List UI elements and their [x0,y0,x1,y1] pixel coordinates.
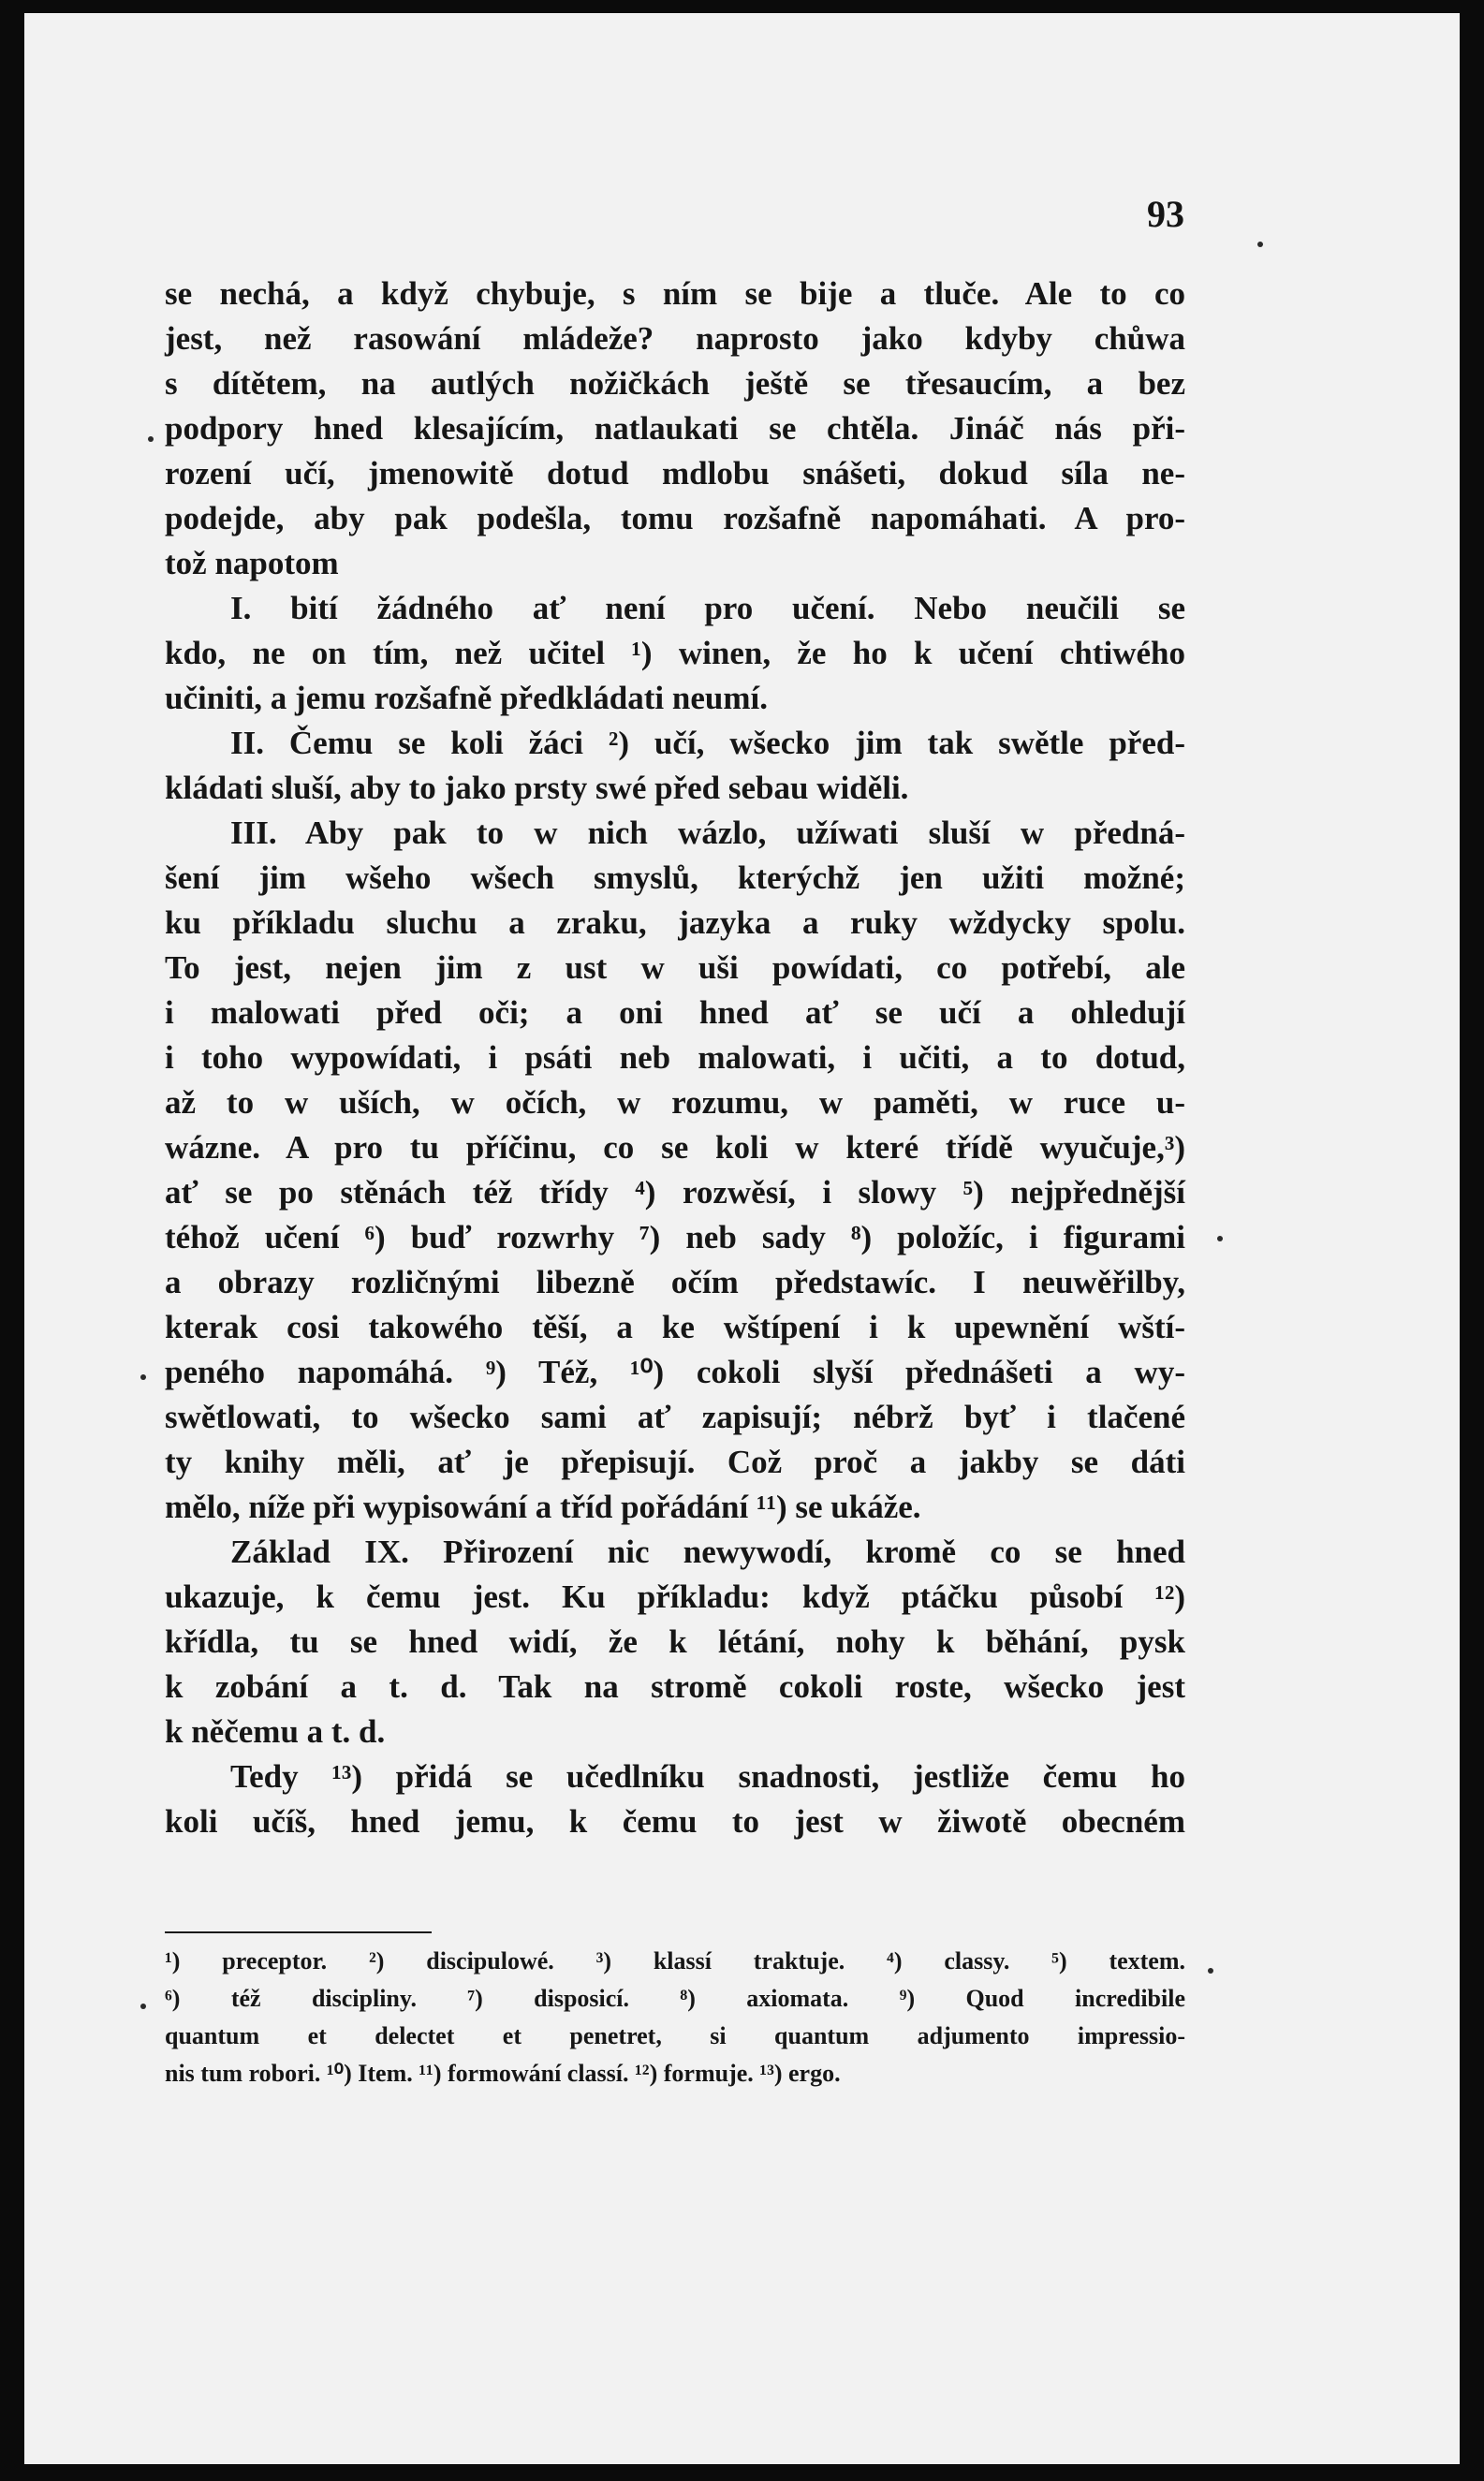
footnote-line: ⁶) též discipliny. ⁷) disposicí. ⁸) axiomata. ⁹) Quod incredibile [165,1985,1185,2012]
scan-speck [1208,1968,1213,1974]
text-line: mělo, níže při wypisowání a tříd pořádání ¹¹) se ukáže. [165,1489,921,1525]
footnote-line: nis tum robori. ¹⁰) Item. ¹¹) formowání classí. ¹²) formuje. ¹³) ergo. [165,2060,841,2087]
scan-speck [1217,1236,1223,1241]
text-line: tož napotom [165,545,339,581]
text-line: III. Aby pak to w nich wázlo, užíwati sluší w předná- [230,815,1185,851]
text-line: kterak cosi takowého těší, a ke wštípení i k upewnění wští- [165,1309,1185,1345]
text-line: učiniti, a jemu rozšafně předkládati neumí. [165,680,768,716]
footnote-rule [165,1931,432,1933]
text-line: a obrazy rozličnými libezně očím předstawíc. I neuwěřilby, [165,1264,1185,1300]
text-line: swětlowati, to wšecko sami ať zapisují; nébrž byť i tlačené [165,1399,1185,1435]
text-line: I. bití žádného ať není pro učení. Nebo neučili se [230,590,1185,626]
text-line: až to w uších, w očích, w rozumu, w paměti, w ruce u- [165,1084,1185,1121]
text-line: rození učí, jmenowitě dotud mdlobu snášeti, dokud síla ne- [165,455,1185,492]
text-line: To jest, nejen jim z ust w uši powídati, co potřebí, ale [165,949,1185,986]
text-line: k něčemu a t. d. [165,1713,386,1750]
text-line: s dítětem, na autlých nožičkách ještě se třesaucím, a bez [165,365,1185,402]
scan-speck [1257,242,1263,247]
text-line: šení jim wšeho wšech smyslů, kterýchž jen užiti možné; [165,859,1185,896]
text-line: koli učíš, hned jemu, k čemu to jest w žiwotě obecném [165,1803,1185,1840]
text-line: i malowati před oči; a oni hned ať se učí a ohledují [165,994,1185,1031]
text-line: kdo, ne on tím, než učitel ¹) winen, že ho k učení chtiwého [165,635,1185,671]
text-line: k zobání a t. d. Tak na stromě cokoli roste, wšecko jest [165,1668,1185,1705]
footnotes [165,1943,1185,2092]
text-line: ať se po stěnách též třídy ⁴) rozwěsí, i slowy ⁵) nejpřednější [165,1174,1185,1211]
text-line: II. Čemu se koli žáci ²) učí, wšecko jim tak swětle před- [230,725,1185,761]
text-line: téhož učení ⁶) buď rozwrhy ⁷) neb sady ⁸) položíc, i figurami [165,1219,1185,1255]
footnote-line: quantum et delectet et penetret, si quantum adjumento impressio- [165,2022,1185,2049]
text-line: ty knihy měli, ať je přepisují. Což proč a jakby se dáti [165,1444,1185,1480]
page-number: 93 [1147,193,1184,235]
scan-speck [140,2004,146,2009]
scan-speck [148,436,154,442]
text-line: i toho wypowídati, i psáti neb malowati, i učiti, a to dotud, [165,1039,1185,1076]
scan-speck [140,1374,146,1380]
text-line: podejde, aby pak podešla, tomu rozšafně napomáhati. A pro- [165,500,1185,536]
text-line: ku příkladu sluchu a zraku, jazyka a ruky wždycky spolu. [165,904,1185,941]
text-line: Tedy ¹³) přidá se učedlníku snadnosti, jestliže čemu ho [230,1758,1185,1795]
text-line: jest, než rasowání mládeže? naprosto jako kdyby chůwa [165,320,1185,357]
text-line: podpory hned klesajícím, natlaukati se chtěla. Jináč nás při- [165,410,1185,447]
text-line: křídla, tu se hned widí, že k létání, nohy k běhání, pysk [165,1623,1185,1660]
text-line: kládati sluší, aby to jako prsty swé před sebau widěli. [165,770,909,806]
text-line: wázne. A pro tu příčinu, co se koli w které třídě wyučuje,³) [165,1129,1185,1166]
footnote-line: ¹) preceptor. ²) discipulowé. ³) klassí traktuje. ⁴) classy. ⁵) textem. [165,1947,1185,1975]
text-line: ukazuje, k čemu jest. Ku příkladu: když ptáčku působí ¹²) [165,1578,1185,1615]
text-line: Základ IX. Přirození nic newywodí, kromě co se hned [230,1534,1185,1570]
body-text [165,272,1185,1844]
text-line: peného napomáhá. ⁹) Též, ¹⁰) cokoli slyší přednášeti a wy- [165,1354,1185,1390]
text-line: se nechá, a když chybuje, s ním se bije a tluče. Ale to co [165,275,1185,312]
